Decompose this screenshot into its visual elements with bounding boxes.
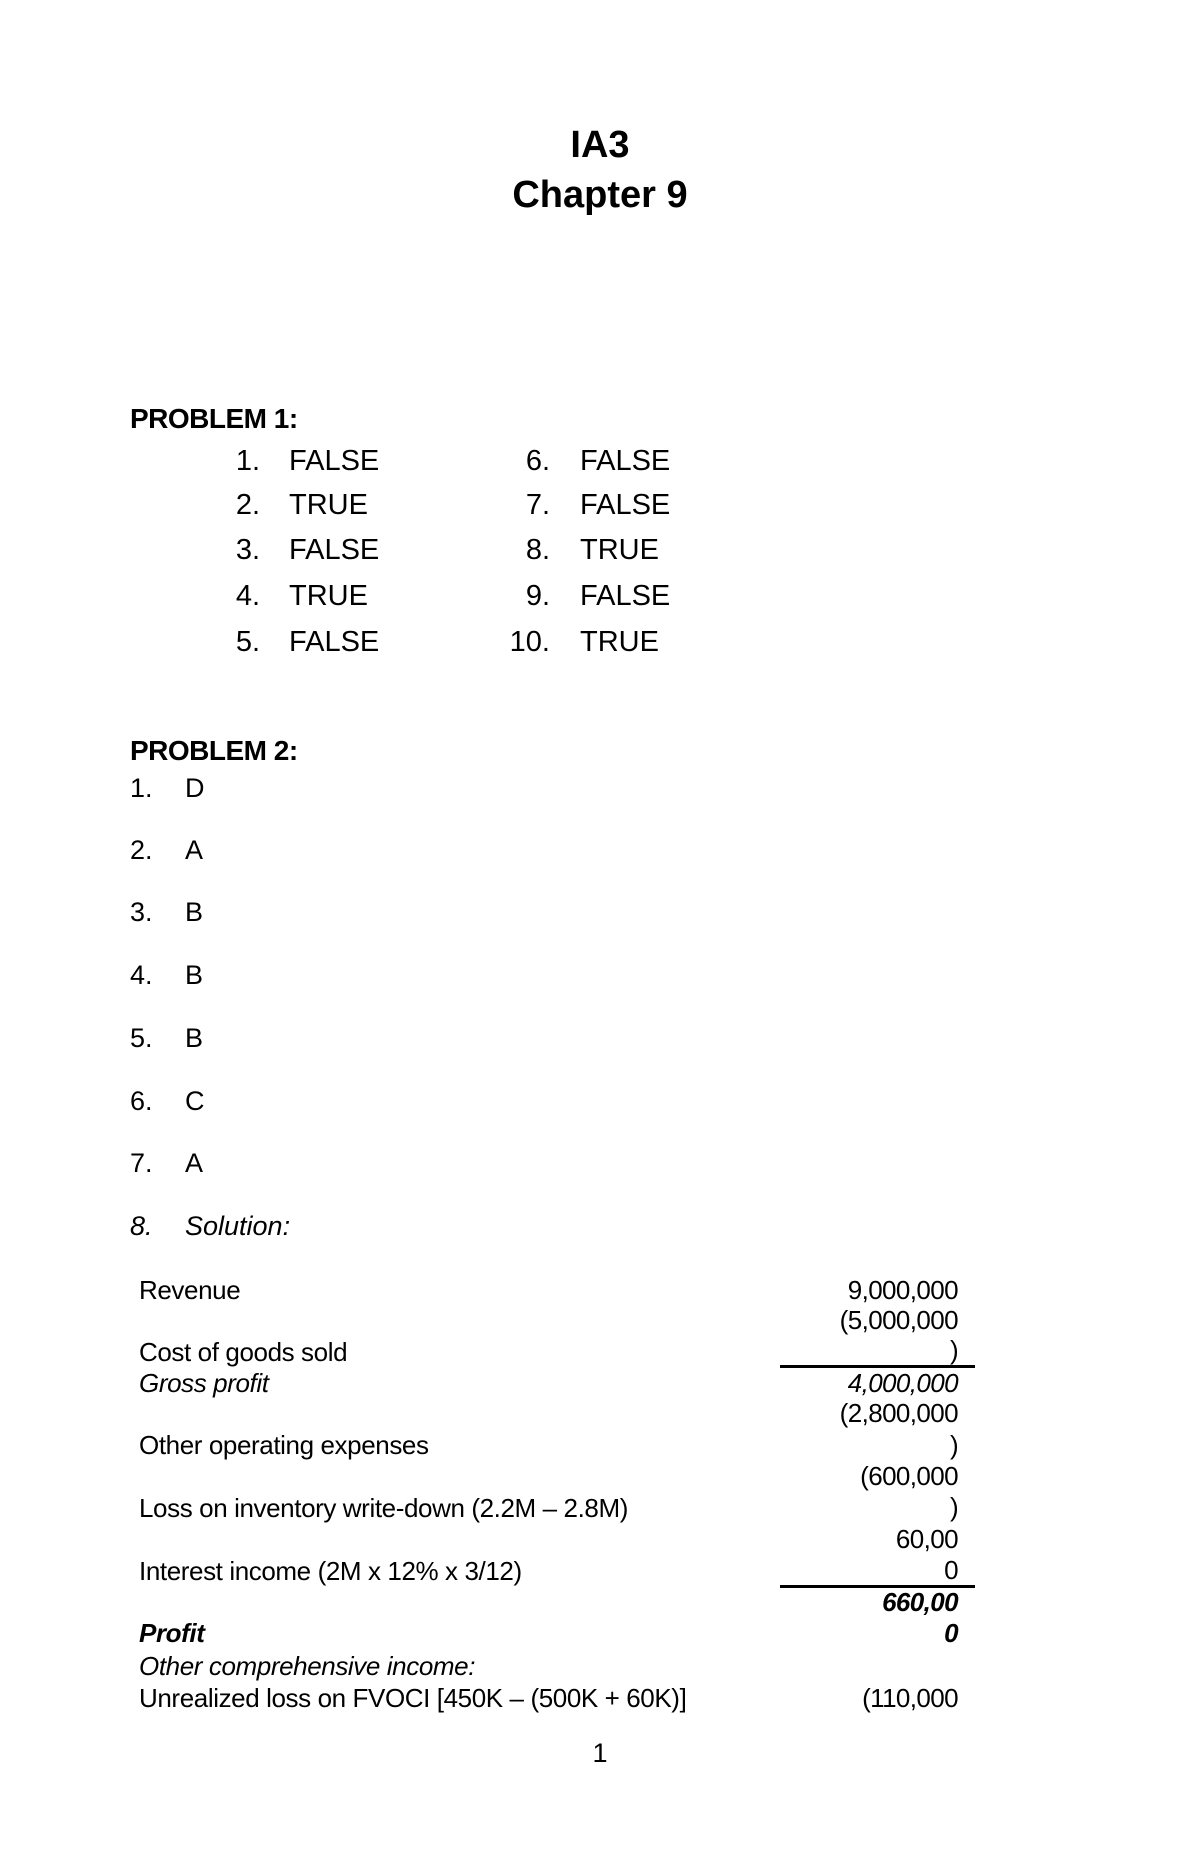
unrealized-loss-label: Unrealized loss on FVOCI [450K – (500K + 60K)] bbox=[139, 1683, 687, 1713]
mc-item-number: 1. bbox=[130, 773, 153, 803]
tf-item-number: 1. bbox=[235, 445, 260, 477]
tf-item-number: 8. bbox=[525, 534, 550, 566]
mc-item-number: 8. bbox=[130, 1211, 153, 1241]
mc-item-answer: Solution: bbox=[185, 1211, 291, 1241]
tf-item-answer: FALSE bbox=[289, 626, 380, 658]
document-title bbox=[0, 120, 1200, 220]
interest-value-line1: 60,00 bbox=[895, 1524, 958, 1554]
profit-label: Profit bbox=[139, 1618, 205, 1648]
tf-item-answer: FALSE bbox=[580, 489, 671, 521]
mc-item-answer: D bbox=[185, 773, 205, 803]
mc-item-answer: A bbox=[185, 835, 204, 865]
inventory-loss-value-line1: (600,000 bbox=[860, 1461, 958, 1491]
tf-item-number: 6. bbox=[525, 445, 550, 477]
title-line-1: IA3 bbox=[570, 124, 630, 166]
inventory-loss-label: Loss on inventory write-down (2.2M – 2.8M) bbox=[139, 1493, 628, 1523]
tf-item-answer: TRUE bbox=[580, 626, 659, 658]
oci-heading: Other comprehensive income: bbox=[139, 1651, 476, 1681]
problem-1-heading: PROBLEM 1: bbox=[130, 403, 298, 434]
profit-value-line2: 0 bbox=[944, 1618, 958, 1648]
mc-item-answer: B bbox=[185, 897, 204, 927]
opex-value-line1: (2,800,000 bbox=[839, 1398, 958, 1428]
tf-item-number: 7. bbox=[525, 489, 550, 521]
mc-item-number: 7. bbox=[130, 1148, 153, 1178]
mc-item-number: 3. bbox=[130, 897, 153, 927]
tf-item-answer: FALSE bbox=[580, 580, 671, 612]
mc-item-answer: C bbox=[185, 1086, 205, 1116]
inventory-loss-value-line2: ) bbox=[949, 1492, 958, 1522]
opex-label: Other operating expenses bbox=[139, 1430, 429, 1460]
unrealized-loss-value: (110,000 bbox=[862, 1683, 958, 1713]
opex-value-line2: ) bbox=[949, 1430, 958, 1460]
cogs-label: Cost of goods sold bbox=[139, 1337, 348, 1367]
tf-item-number: 3. bbox=[235, 534, 260, 566]
revenue-value: 9,000,000 bbox=[847, 1275, 958, 1305]
revenue-label: Revenue bbox=[139, 1275, 241, 1305]
gross-profit-label: Gross profit bbox=[139, 1368, 269, 1398]
tf-item-number: 10. bbox=[509, 626, 550, 658]
problem-2-heading: PROBLEM 2: bbox=[130, 735, 298, 766]
tf-item-number: 5. bbox=[235, 626, 260, 658]
mc-item-number: 4. bbox=[130, 960, 153, 990]
tf-item-number: 4. bbox=[235, 580, 260, 612]
tf-item-answer: FALSE bbox=[580, 445, 671, 477]
mc-item-number: 2. bbox=[130, 835, 153, 865]
interest-value-line2: 0 bbox=[944, 1555, 958, 1585]
cogs-value-line1: (5,000,000 bbox=[839, 1305, 958, 1335]
tf-item-answer: TRUE bbox=[289, 580, 368, 612]
interest-label: Interest income (2M x 12% x 3/12) bbox=[139, 1556, 522, 1586]
mc-item-answer: A bbox=[185, 1148, 204, 1178]
tf-item-answer: TRUE bbox=[580, 534, 659, 566]
title-line-2: Chapter 9 bbox=[512, 174, 688, 216]
page-number: 1 bbox=[592, 1738, 608, 1768]
mc-item-number: 5. bbox=[130, 1023, 153, 1053]
tf-item-answer: FALSE bbox=[289, 445, 380, 477]
mc-item-answer: B bbox=[185, 1023, 204, 1053]
gross-profit-value: 4,000,000 bbox=[847, 1368, 958, 1398]
tf-item-number: 9. bbox=[525, 580, 550, 612]
mc-item-number: 6. bbox=[130, 1086, 153, 1116]
profit-value-line1: 660,00 bbox=[882, 1587, 958, 1617]
mc-item-answer: B bbox=[185, 960, 204, 990]
tf-item-answer: TRUE bbox=[289, 489, 368, 521]
tf-item-answer: FALSE bbox=[289, 534, 380, 566]
cogs-value-line2: ) bbox=[949, 1335, 958, 1365]
tf-item-number: 2. bbox=[235, 489, 260, 521]
